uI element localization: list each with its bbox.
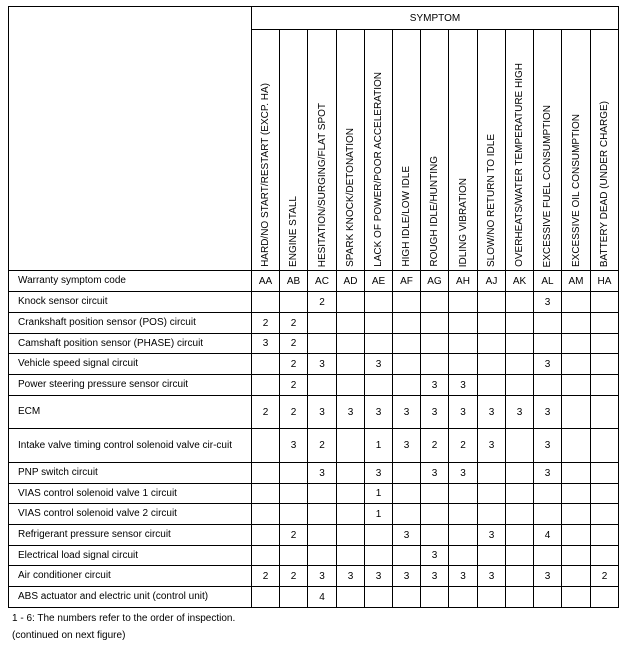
table-cell: [562, 354, 591, 375]
table-cell: [393, 587, 421, 608]
table-cell: [280, 504, 308, 525]
table-cell: [449, 504, 478, 525]
table-cell: [308, 504, 337, 525]
table-cell: [591, 504, 619, 525]
table-cell: [506, 313, 534, 334]
table-cell: [252, 484, 280, 504]
table-cell: [478, 504, 506, 525]
table-row: [9, 429, 619, 463]
symptom-column-label: SPARK KNOCK/DETONATION: [345, 128, 356, 267]
table-row: [9, 566, 619, 587]
table-cell: 2: [280, 525, 308, 546]
table-cell: 2: [280, 334, 308, 354]
symptom-code-cell: AF: [393, 271, 421, 292]
table-cell: 3: [365, 396, 393, 429]
table-cell: [591, 396, 619, 429]
table-cell: 3: [534, 429, 562, 463]
table-cell: 2: [252, 566, 280, 587]
table-cell: [308, 375, 337, 396]
table-cell: [478, 546, 506, 566]
table-cell: 3: [308, 566, 337, 587]
table-cell: 3: [337, 566, 365, 587]
table-cell: [534, 546, 562, 566]
table-cell: [421, 313, 449, 334]
table-cell: [393, 313, 421, 334]
table-cell: [562, 484, 591, 504]
table-cell: [308, 334, 337, 354]
table-cell: [252, 354, 280, 375]
table-cell: [478, 375, 506, 396]
table-cell: [478, 334, 506, 354]
table-cell: 1: [365, 504, 393, 525]
table-cell: 2: [280, 375, 308, 396]
table-cell: [365, 546, 393, 566]
table-cell: [337, 375, 365, 396]
table-cell: [562, 587, 591, 608]
table-cell: [393, 504, 421, 525]
symptom-code-cell: AD: [337, 271, 365, 292]
symptom-column-label: EXCESSIVE FUEL CONSUMPTION: [542, 104, 553, 267]
table-cell: [591, 484, 619, 504]
table-cell: [449, 587, 478, 608]
table-cell: [365, 525, 393, 546]
table-cell: 3: [534, 566, 562, 587]
row-label: VIAS control solenoid valve 1 circuit: [9, 484, 252, 504]
table-cell: [365, 587, 393, 608]
corner-cell: [9, 7, 252, 271]
table-cell: [506, 463, 534, 484]
symptom-header: SYMPTOM: [252, 7, 619, 30]
table-cell: [393, 463, 421, 484]
table-cell: [252, 525, 280, 546]
table-cell: 3: [393, 396, 421, 429]
table-cell: 2: [308, 429, 337, 463]
table-cell: 3: [421, 566, 449, 587]
table-cell: [449, 546, 478, 566]
table-cell: [506, 334, 534, 354]
table-cell: 3: [449, 396, 478, 429]
symptom-column-label: ROUGH IDLE/HUNTING: [429, 156, 440, 267]
table-cell: [337, 525, 365, 546]
table-cell: [562, 313, 591, 334]
table-row: [9, 292, 619, 313]
table-row: [9, 504, 619, 525]
table-cell: [591, 375, 619, 396]
table-cell: 2: [252, 396, 280, 429]
table-cell: [421, 292, 449, 313]
table-cell: 3: [365, 463, 393, 484]
footnote-order: 1 - 6: The numbers refer to the order of inspection.: [12, 613, 236, 624]
table-cell: [421, 484, 449, 504]
table-cell: [562, 429, 591, 463]
table-cell: [252, 463, 280, 484]
table-cell: 3: [449, 463, 478, 484]
table-cell: [591, 429, 619, 463]
table-cell: [252, 375, 280, 396]
symptom-column-header: [534, 30, 562, 271]
table-cell: [562, 396, 591, 429]
table-cell: [591, 525, 619, 546]
table-cell: [478, 463, 506, 484]
table-cell: [591, 334, 619, 354]
table-cell: [337, 587, 365, 608]
table-cell: 2: [421, 429, 449, 463]
table-row: [9, 375, 619, 396]
symptom-code-cell: AC: [308, 271, 337, 292]
table-cell: [449, 525, 478, 546]
table-cell: [337, 334, 365, 354]
table-cell: 3: [308, 463, 337, 484]
symptom-code-cell: AB: [280, 271, 308, 292]
table-cell: [280, 292, 308, 313]
table-cell: [337, 504, 365, 525]
table-cell: [534, 587, 562, 608]
table-cell: 3: [365, 354, 393, 375]
symptom-column-label: ENGINE STALL: [288, 196, 299, 267]
table-cell: [506, 566, 534, 587]
row-label: PNP switch circuit: [9, 463, 252, 484]
table-cell: [449, 334, 478, 354]
symptom-code-cell: AH: [449, 271, 478, 292]
table-cell: [562, 375, 591, 396]
table-row: [9, 546, 619, 566]
table-cell: 3: [308, 354, 337, 375]
symptom-column-header: [421, 30, 449, 271]
table-cell: 3: [478, 566, 506, 587]
table-cell: [478, 292, 506, 313]
table-cell: [506, 546, 534, 566]
table-cell: [393, 354, 421, 375]
symptom-code-row: [9, 271, 619, 292]
table-cell: 3: [421, 396, 449, 429]
table-cell: 1: [365, 429, 393, 463]
symptom-code-cell: AA: [252, 271, 280, 292]
table-cell: [337, 313, 365, 334]
table-cell: [421, 525, 449, 546]
row-label: Knock sensor circuit: [9, 292, 252, 313]
symptom-column-label: HESITATION/SURGING/FLAT SPOT: [316, 102, 328, 267]
table-cell: [421, 354, 449, 375]
table-cell: 3: [449, 566, 478, 587]
row-label: ABS actuator and electric unit (control unit): [9, 587, 252, 608]
symptom-column-header: [308, 30, 337, 271]
table-cell: [506, 354, 534, 375]
table-cell: [591, 313, 619, 334]
table-cell: [534, 334, 562, 354]
table-cell: [449, 484, 478, 504]
table-cell: [534, 484, 562, 504]
table-cell: [478, 313, 506, 334]
table-cell: [337, 546, 365, 566]
symptom-column-label: IDLING VIBRATION: [457, 177, 469, 267]
table-cell: [478, 354, 506, 375]
table-cell: [562, 334, 591, 354]
row-label: Power steering pressure sensor circuit: [9, 375, 252, 396]
row-label: Intake valve timing control solenoid valve cir-cuit: [9, 429, 252, 463]
table-cell: [252, 587, 280, 608]
table-cell: [393, 334, 421, 354]
table-row: [9, 484, 619, 504]
table-row: [9, 525, 619, 546]
table-cell: 3: [365, 566, 393, 587]
symptom-column-label: HARD/NO START/RESTART (EXCP. HA): [260, 83, 271, 267]
table-row: [9, 354, 619, 375]
table-cell: [421, 504, 449, 525]
table-cell: [591, 463, 619, 484]
symptom-matrix-table: [8, 6, 619, 608]
symptom-column-header: [365, 30, 393, 271]
footnote-continued: (continued on next figure): [12, 630, 126, 641]
table-cell: [506, 587, 534, 608]
table-cell: [393, 546, 421, 566]
symptom-column-label: HIGH IDLE/LOW IDLE: [401, 166, 412, 267]
table-cell: [252, 292, 280, 313]
table-cell: [449, 313, 478, 334]
table-cell: [591, 292, 619, 313]
table-cell: 3: [252, 334, 280, 354]
table-cell: [393, 292, 421, 313]
symptom-column-label: BATTERY DEAD (UNDER CHARGE): [599, 100, 610, 267]
table-cell: [591, 354, 619, 375]
table-cell: 2: [591, 566, 619, 587]
table-cell: [562, 546, 591, 566]
table-cell: [252, 546, 280, 566]
table-row: [9, 587, 619, 608]
symptom-code-cell: AM: [562, 271, 591, 292]
symptom-column-header: [337, 30, 365, 271]
table-cell: [337, 463, 365, 484]
row-label: Vehicle speed signal circuit: [9, 354, 252, 375]
table-cell: 3: [534, 354, 562, 375]
symptom-column-header: [506, 30, 534, 271]
table-cell: [365, 334, 393, 354]
table-cell: 3: [421, 463, 449, 484]
symptom-column-header: [449, 30, 478, 271]
table-row: [9, 396, 619, 429]
symptom-column-header: [562, 30, 591, 271]
symptom-column-label: EXCESSIVE OIL CONSUMPTION: [570, 114, 582, 267]
table-cell: [365, 313, 393, 334]
symptom-code-cell: AG: [421, 271, 449, 292]
symptom-code-cell: AL: [534, 271, 562, 292]
table-cell: [337, 292, 365, 313]
table-cell: 2: [280, 396, 308, 429]
table-cell: [308, 484, 337, 504]
table-cell: 2: [308, 292, 337, 313]
table-cell: 1: [365, 484, 393, 504]
table-cell: 2: [280, 313, 308, 334]
table-cell: [308, 313, 337, 334]
table-cell: [280, 587, 308, 608]
row-label: ECM: [9, 396, 252, 429]
table-cell: [308, 525, 337, 546]
table-row: [9, 334, 619, 354]
table-row: [9, 313, 619, 334]
table-cell: [562, 525, 591, 546]
table-cell: 4: [308, 587, 337, 608]
table-cell: [591, 546, 619, 566]
table-cell: 3: [534, 292, 562, 313]
table-cell: 4: [534, 525, 562, 546]
symptom-code-cell: HA: [591, 271, 619, 292]
table-cell: 3: [421, 375, 449, 396]
table-cell: 3: [534, 463, 562, 484]
table-cell: [534, 313, 562, 334]
table-cell: 3: [478, 396, 506, 429]
table-cell: [280, 546, 308, 566]
row-label: Air conditioner circuit: [9, 566, 252, 587]
table-cell: [308, 546, 337, 566]
table-cell: [478, 484, 506, 504]
table-row: [9, 463, 619, 484]
row-label: VIAS control solenoid valve 2 circuit: [9, 504, 252, 525]
table-cell: [562, 566, 591, 587]
table-cell: 2: [252, 313, 280, 334]
table-cell: [449, 354, 478, 375]
table-cell: 3: [421, 546, 449, 566]
table-cell: 3: [393, 525, 421, 546]
table-cell: [591, 587, 619, 608]
table-cell: 3: [478, 429, 506, 463]
table-cell: [506, 429, 534, 463]
table-cell: 3: [449, 375, 478, 396]
table-cell: [562, 504, 591, 525]
symptom-code-cell: AJ: [478, 271, 506, 292]
table-cell: [337, 484, 365, 504]
symptom-column-header: [478, 30, 506, 271]
symptom-column-header: [591, 30, 619, 271]
table-cell: [252, 429, 280, 463]
table-cell: [365, 375, 393, 396]
table-cell: [393, 484, 421, 504]
symptom-column-label: SLOW/NO RETURN TO IDLE: [486, 134, 497, 267]
table-cell: [337, 429, 365, 463]
table-cell: [506, 525, 534, 546]
table-cell: [562, 463, 591, 484]
row-label: Refrigerant pressure sensor circuit: [9, 525, 252, 546]
table-cell: [252, 504, 280, 525]
row-label: Camshaft position sensor (PHASE) circuit: [9, 334, 252, 354]
table-cell: [280, 463, 308, 484]
table-cell: [478, 587, 506, 608]
symptom-column-label: OVERHEATS/WATER TEMPERATURE HIGH: [514, 63, 525, 267]
table-cell: [449, 292, 478, 313]
table-cell: [280, 484, 308, 504]
table-cell: [421, 587, 449, 608]
table-cell: 3: [308, 396, 337, 429]
table-cell: 3: [280, 429, 308, 463]
table-cell: 2: [280, 354, 308, 375]
table-cell: [562, 292, 591, 313]
table-cell: [506, 292, 534, 313]
table-cell: [506, 375, 534, 396]
symptom-column-header: [280, 30, 308, 271]
table-cell: 3: [393, 429, 421, 463]
table-cell: [337, 354, 365, 375]
table-cell: 3: [534, 396, 562, 429]
table-cell: [365, 292, 393, 313]
table-cell: [534, 504, 562, 525]
table-cell: [506, 484, 534, 504]
symptom-column-header: [252, 30, 280, 271]
table-cell: 3: [393, 566, 421, 587]
row-label: Crankshaft position sensor (POS) circuit: [9, 313, 252, 334]
row-label: Electrical load signal circuit: [9, 546, 252, 566]
code-row-label: Warranty symptom code: [9, 271, 252, 292]
symptom-code-cell: AK: [506, 271, 534, 292]
table-cell: 3: [337, 396, 365, 429]
table-cell: 3: [478, 525, 506, 546]
table-cell: [506, 504, 534, 525]
table-cell: 2: [449, 429, 478, 463]
symptom-code-cell: AE: [365, 271, 393, 292]
table-cell: 2: [280, 566, 308, 587]
symptom-column-label: LACK OF POWER/POOR ACCELERATION: [373, 72, 384, 267]
table-cell: [393, 375, 421, 396]
table-cell: [534, 375, 562, 396]
table-cell: 3: [506, 396, 534, 429]
table-cell: [421, 334, 449, 354]
symptom-column-header: [393, 30, 421, 271]
